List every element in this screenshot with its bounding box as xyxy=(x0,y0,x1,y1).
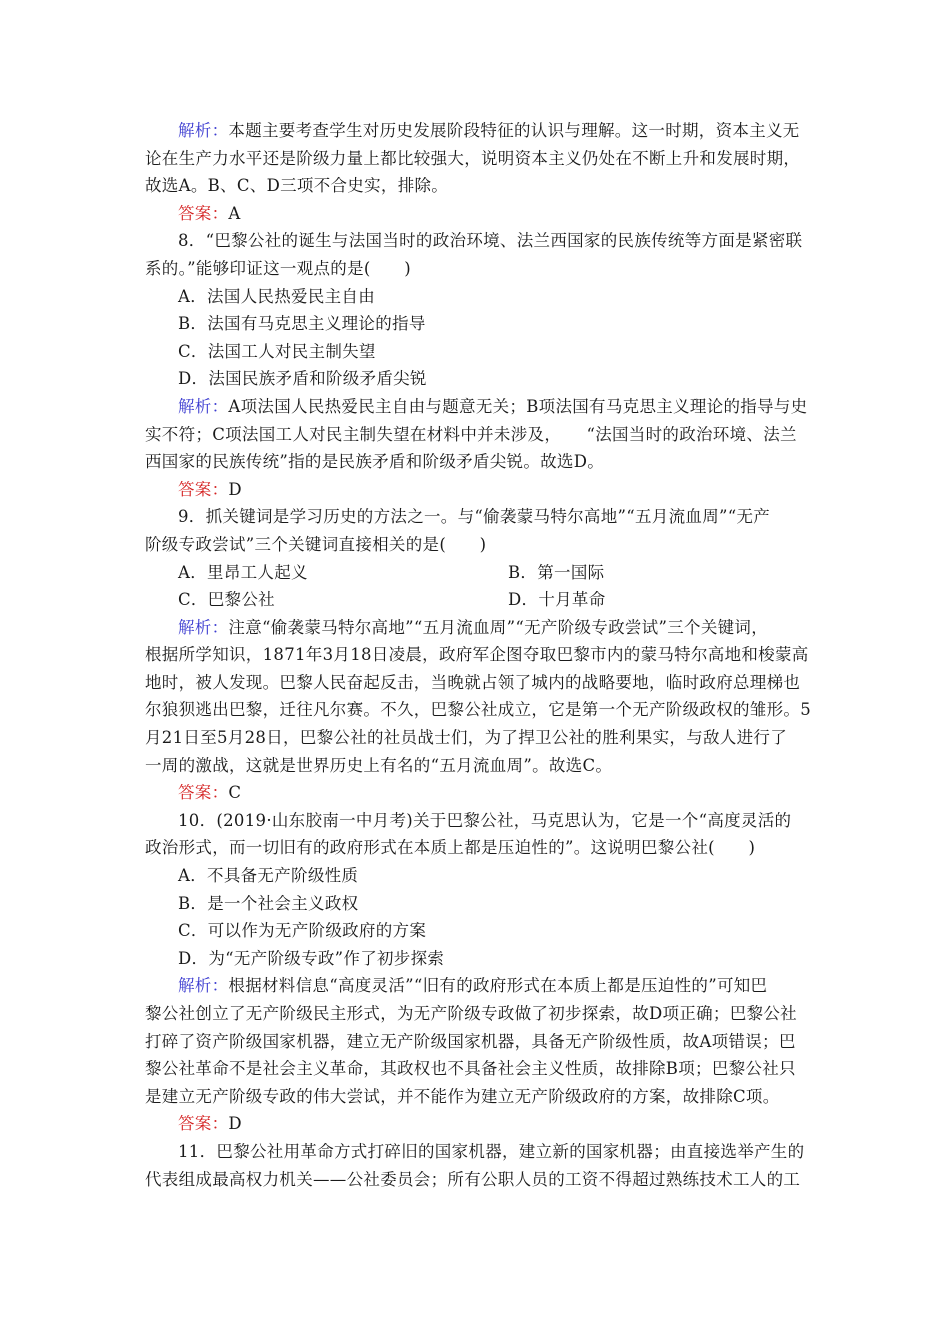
q9-analysis-line-1: 解析：注意“偷袭蒙马特尔高地”“五月流血周”“无产阶级专政尝试”三个关键词， xyxy=(178,617,769,637)
q10-option-b: B．是一个社会主义政权 xyxy=(178,893,359,913)
q9-stem-line-1: 9．抓关键词是学习历史的方法之一。与“偷袭蒙马特尔高地”“五月流血周”“无产 xyxy=(178,507,771,527)
document-page xyxy=(145,117,809,1193)
q9-options-row-2 xyxy=(145,586,809,614)
q10-stem-line-1: 10．(2019·山东胶南一中月考)关于巴黎公社，马克思认为，它是一个“高度灵活的 xyxy=(178,810,792,830)
q9-analysis-line-2: 根据所学知识，1871年3月18日凌晨，政府军企图夺取巴黎市内的蒙马特尔高地和梭蒙高 xyxy=(145,645,809,665)
q10-analysis-line-2: 黎公社创立了无产阶级民主形式，为无产阶级专政做了初步探索，故D项正确；巴黎公社 xyxy=(145,1004,797,1023)
q9-analysis-line-5: 月21日至5月28日，巴黎公社的社员战士们，为了捍卫公社的胜利果实，与敌人进行了 xyxy=(145,728,787,748)
q9-answer-label: 答案： xyxy=(178,783,229,803)
q11-stem-line-2: 代表组成最高权力机关——公社委员会；所有公职人员的工资不得超过熟练技术工人的工 xyxy=(145,1169,801,1189)
q8-option-c: C．法国工人对民主制失望 xyxy=(178,341,376,361)
q9-option-a: A．里昂工人起义 xyxy=(178,562,308,582)
q10-answer-label: 答案： xyxy=(178,1114,229,1134)
q8-option-b: B．法国有马克思主义理论的指导 xyxy=(178,314,426,334)
q7-answer-label: 答案： xyxy=(178,203,229,223)
q10-option-a: A．不具备无产阶级性质 xyxy=(178,866,359,886)
q9-options-row-1 xyxy=(145,559,809,587)
q9-analysis-line-3: 地时，被人发现。巴黎人民奋起反击，当晚就占领了城内的战略要地，临时政府总理梯也 xyxy=(145,672,801,692)
q11-stem-line-1: 11．巴黎公社用革命方式打碎旧的国家机器，建立新的国家机器；由直接选举产生的 xyxy=(178,1141,805,1161)
q8-analysis-line-3: 西国家的民族传统”指的是民族矛盾和阶级矛盾尖锐。故选D。 xyxy=(145,452,605,472)
q7-analysis-line-3: 故选A。B、C、D三项不合史实，排除。 xyxy=(145,176,449,196)
q9-stem-line-2: 阶级专政尝试”三个关键词直接相关的是( ) xyxy=(145,534,487,554)
q8-analysis-label: 解析： xyxy=(178,396,229,416)
q9-analysis-line-6: 一周的激战，这就是世界历史上有名的“五月流血周”。故选C。 xyxy=(145,755,613,775)
q10-option-c: C．可以作为无产阶级政府的方案 xyxy=(178,921,427,941)
q10-stem-line-2: 政治形式，而一切旧有的政府形式在本质上都是压迫性的”。这说明巴黎公社( ) xyxy=(145,838,756,858)
q9-analysis-label: 解析： xyxy=(178,617,229,637)
q10-analysis-label: 解析： xyxy=(178,976,229,996)
q7-analysis-label: 解析： xyxy=(178,121,229,140)
q10-analysis-line-4: 黎公社革命不是社会主义革命，其政权也不具备社会主义性质，故排除B项；巴黎公社只 xyxy=(145,1059,796,1079)
q9-option-c: C．巴黎公社 xyxy=(178,590,275,610)
q10-option-d: D．为“无产阶级专政”作了初步探索 xyxy=(178,948,445,968)
q7-analysis-line-1: 解析：本题主要考查学生对历史发展阶段特征的认识与理解。这一时期，资本主义无 xyxy=(178,121,800,140)
q8-option-a: A．法国人民热爱民主自由 xyxy=(178,286,376,306)
q8-option-d: D．法国民族矛盾和阶级矛盾尖锐 xyxy=(178,369,427,389)
q8-stem-line-2: 系的。”能够印证这一观点的是( ) xyxy=(145,258,411,278)
q9-answer: 答案：C xyxy=(178,783,242,803)
q8-analysis-line-1: 解析：A项法国人民热爱民主自由与题意无关；B项法国有马克思主义理论的指导与史 xyxy=(178,396,808,416)
q7-analysis-line-2: 论在生产力水平还是阶级力量上都比较强大，说明资本主义仍处在不断上升和发展时期， xyxy=(145,148,801,168)
q8-answer: 答案：D xyxy=(178,479,242,499)
q9-option-b: B．第一国际 xyxy=(508,562,605,582)
q9-analysis-line-4: 尔狼狈逃出巴黎，迁往凡尔赛。不久，巴黎公社成立，它是第一个无产阶级政权的雏形。5 xyxy=(145,700,811,720)
q10-answer: 答案：D xyxy=(178,1114,242,1134)
q7-answer: 答案：A xyxy=(178,203,241,223)
q8-stem-line-1: 8．“巴黎公社的诞生与法国当时的政治环境、法兰西国家的民族传统等方面是紧密联 xyxy=(178,231,803,251)
q10-analysis-line-1: 解析：根据材料信息“高度灵活”“旧有的政府形式在本质上都是压迫性的”可知巴 xyxy=(178,976,768,996)
q10-analysis-line-3: 打碎了资产阶级国家机器，建立无产阶级国家机器，具备无产阶级性质，故A项错误；巴 xyxy=(145,1031,796,1051)
q10-analysis-line-5: 是建立无产阶级专政的伟大尝试，并不能作为建立无产阶级政府的方案，故排除C项。 xyxy=(145,1086,780,1106)
q8-answer-label: 答案： xyxy=(178,479,229,499)
q9-option-d: D．十月革命 xyxy=(508,590,606,610)
q8-analysis-line-2: 实不符；C项法国工人对民主制失望在材料中并未涉及， “法国当时的政治环境、法兰 xyxy=(145,424,797,444)
